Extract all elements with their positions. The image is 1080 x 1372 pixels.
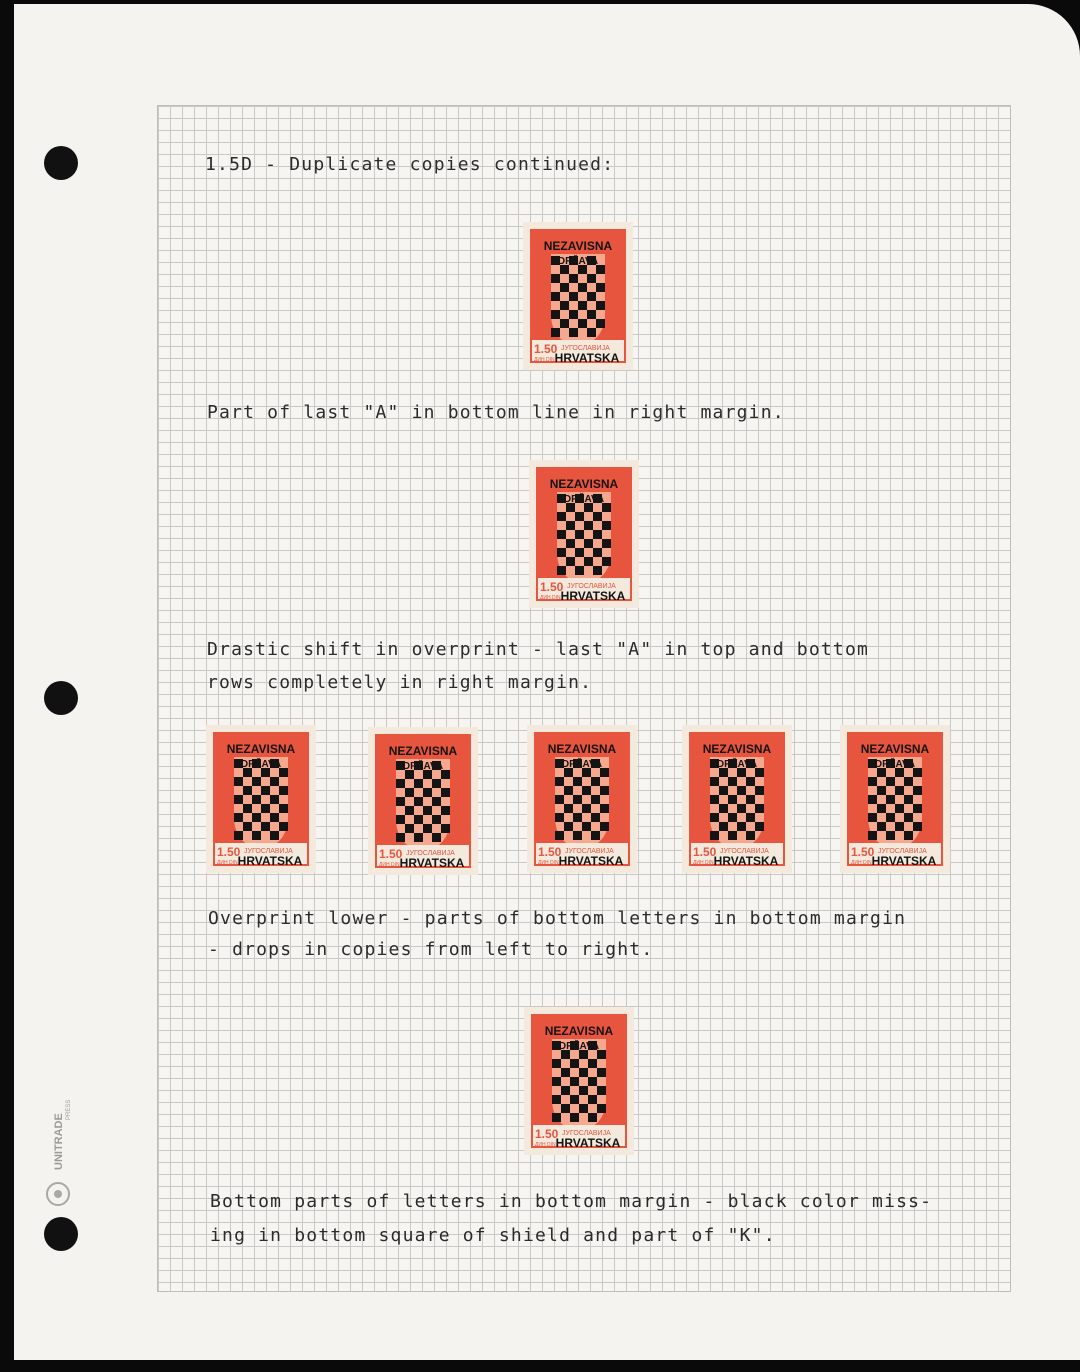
- overprint-top: NEZAVISNA: [388, 744, 458, 758]
- overprint-top: NEZAVISNA: [860, 742, 930, 756]
- caption-2-line-1: Drastic shift in overprint - last "A" in top and bottom: [207, 639, 870, 660]
- overprint-top: NEZAVISNA: [543, 239, 613, 253]
- overprint-bottom: HRVATSKA: [558, 854, 624, 868]
- stamp-country: ЈУГОСЛАВИЈА: [561, 345, 610, 352]
- overprint-mid: DRŽAVA: [716, 759, 758, 770]
- stamp-currency: ДИН DIN: [540, 595, 561, 601]
- stamp-country: ЈУГОСЛАВИЈА: [406, 850, 455, 857]
- overprint-mid: DRŽAVA: [558, 1041, 600, 1052]
- caption-1: Part of last "A" in bottom line in right margin.: [207, 402, 785, 423]
- stamp-image: [206, 725, 316, 873]
- overprint-bottom: HRVATSKA: [713, 854, 779, 868]
- stamp-country: ЈУГОСЛАВИЈА: [562, 1130, 611, 1137]
- stamp-country: ЈУГОСЛАВИЈА: [244, 848, 293, 855]
- publisher-word: PRESS: [66, 1099, 72, 1120]
- caption-4-line-1: Bottom parts of letters in bottom margin - black color miss-: [210, 1191, 933, 1212]
- publisher-logo: [38, 1090, 78, 1210]
- stamp-image: [840, 725, 950, 873]
- overprint-top: NEZAVISNA: [549, 477, 619, 491]
- stamp-country: ЈУГОСЛАВИЈА: [565, 848, 614, 855]
- overprint-top: NEZAVISNA: [226, 742, 296, 756]
- stamp-image: [527, 725, 637, 873]
- overprint-mid: DRŽAVA: [563, 494, 605, 505]
- stamp-currency: ДИН DIN: [693, 860, 714, 866]
- overprint-top: NEZAVISNA: [702, 742, 772, 756]
- stamp-currency: ДИН DIN: [534, 357, 555, 363]
- overprint-bottom: HRVATSKA: [554, 351, 620, 365]
- stamp-value: 1.50: [379, 847, 403, 861]
- overprint-bottom: HRVATSKA: [237, 854, 303, 868]
- caption-3-line-1: Overprint lower - parts of bottom letters in bottom margin: [208, 908, 907, 929]
- overprint-bottom: HRVATSKA: [871, 854, 937, 868]
- stamp-value: 1.50: [540, 580, 564, 594]
- stamp-currency: ДИН DIN: [535, 1142, 556, 1148]
- stamp-value: 1.50: [534, 342, 558, 356]
- caption-3-line-2: - drops in copies from left to right.: [208, 939, 654, 960]
- stamp-value: 1.50: [851, 845, 875, 859]
- stamp-image: [523, 222, 633, 370]
- overprint-mid: DRŽAVA: [402, 761, 444, 772]
- overprint-mid: DRŽAVA: [874, 759, 916, 770]
- stamp-value: 1.50: [538, 845, 562, 859]
- stamp-value: 1.50: [535, 1127, 559, 1141]
- caption-4-line-2: ing in bottom square of shield and part of "K".: [210, 1225, 776, 1246]
- stamp-country: ЈУГОСЛАВИЈА: [878, 848, 927, 855]
- overprint-bottom: HRVATSKA: [399, 856, 465, 870]
- stamp-image: [529, 460, 639, 608]
- binder-hole: [44, 1217, 78, 1251]
- overprint-mid: DRŽAVA: [240, 759, 282, 770]
- overprint-mid: DRŽAVA: [561, 759, 603, 770]
- stamp-value: 1.50: [217, 845, 241, 859]
- stamp-image: [368, 727, 478, 875]
- stamp-image: [682, 725, 792, 873]
- caption-2-line-2: rows completely in right margin.: [207, 672, 593, 693]
- stamp-country: ЈУГОСЛАВИЈА: [567, 583, 616, 590]
- binder-hole: [44, 146, 78, 180]
- stamp-currency: ДИН DIN: [851, 860, 872, 866]
- stamp-currency: ДИН DIN: [217, 860, 238, 866]
- stamp-currency: ДИН DIN: [379, 862, 400, 868]
- stamp-currency: ДИН DIN: [538, 860, 559, 866]
- overprint-bottom: HRVATSKA: [555, 1136, 621, 1150]
- overprint-bottom: HRVATSKA: [560, 589, 626, 603]
- stamp-country: ЈУГОСЛАВИЈА: [720, 848, 769, 855]
- publisher-name: UNITRADE: [53, 1113, 65, 1170]
- stamp-image: [524, 1007, 634, 1155]
- stamp-value: 1.50: [693, 845, 717, 859]
- overprint-top: NEZAVISNA: [547, 742, 617, 756]
- binder-hole: [44, 681, 78, 715]
- overprint-mid: DRŽAVA: [557, 256, 599, 267]
- overprint-top: NEZAVISNA: [544, 1024, 614, 1038]
- page-heading: 1.5D - Duplicate copies continued:: [205, 154, 615, 175]
